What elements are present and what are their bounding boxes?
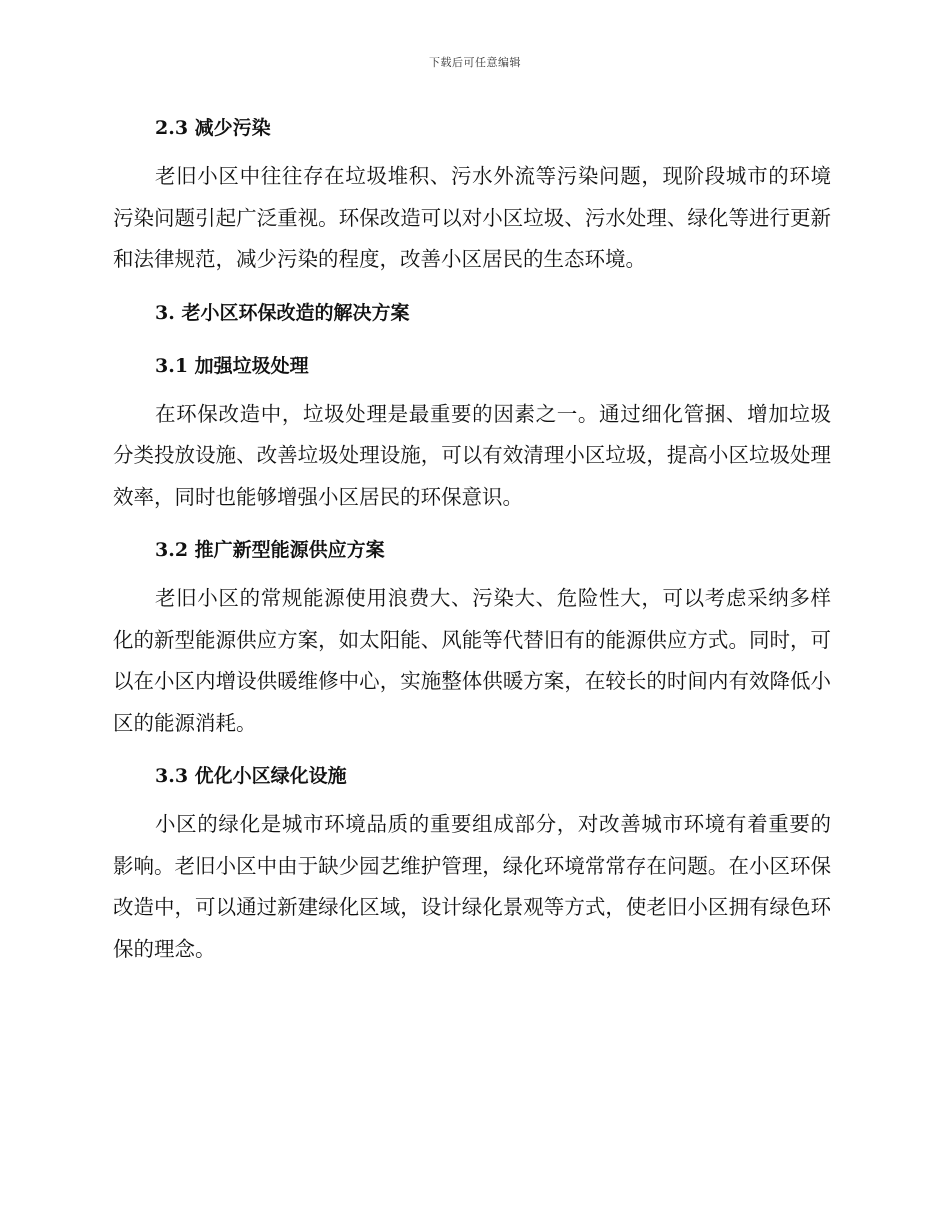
section-heading-3-3: 3.3 优化小区绿化设施 bbox=[155, 765, 347, 787]
document-body bbox=[113, 110, 831, 970]
paragraph-greening: 小区的绿化是城市环境品质的重要组成部分，对改善城市环境有着重要的影响。老旧小区中由于缺少园艺维护管理，绿化环境常常存在问题。在小区环保改造中，可以通过新建绿化区域，设计绿化景观等方式，使老旧小区拥有绿色环保的理念。 bbox=[113, 812, 831, 961]
paragraph-garbage-treatment: 在环保改造中，垃圾处理是最重要的因素之一。通过细化管捆、增加垃圾分类投放设施、改善垃圾处理设施，可以有效清理小区垃圾，提高小区垃圾处理效率，同时也能够增强小区居民的环保意识。 bbox=[113, 401, 831, 509]
section-heading-3-1: 3.1 加强垃圾处理 bbox=[155, 354, 309, 377]
paragraph-reduce-pollution: 老旧小区中往往存在垃圾堆积、污水外流等污染问题，现阶段城市的环境污染问题引起广泛重视。环保改造可以对小区垃圾、污水处理、绿化等进行更新和法律规范，减少污染的程度，改善小区居民的生态环境。 bbox=[113, 164, 831, 271]
section-heading-3: 3. 老小区环保改造的解决方案 bbox=[155, 301, 410, 324]
page-header: 下载后可任意编辑 bbox=[429, 56, 521, 69]
section-heading-2-3: 2.3 减少污染 bbox=[155, 117, 271, 139]
paragraph-new-energy: 老旧小区的常规能源使用浪费大、污染大、危险性大，可以考虑采纳多样化的新型能源供应方案，如太阳能、风能等代替旧有的能源供应方式。同时，可以在小区内增设供暖维修中心，实施整体供暖方案，在较长的时间内有效降低小区的能源消耗。 bbox=[113, 586, 831, 735]
section-heading-3-2: 3.2 推广新型能源供应方案 bbox=[155, 539, 385, 561]
